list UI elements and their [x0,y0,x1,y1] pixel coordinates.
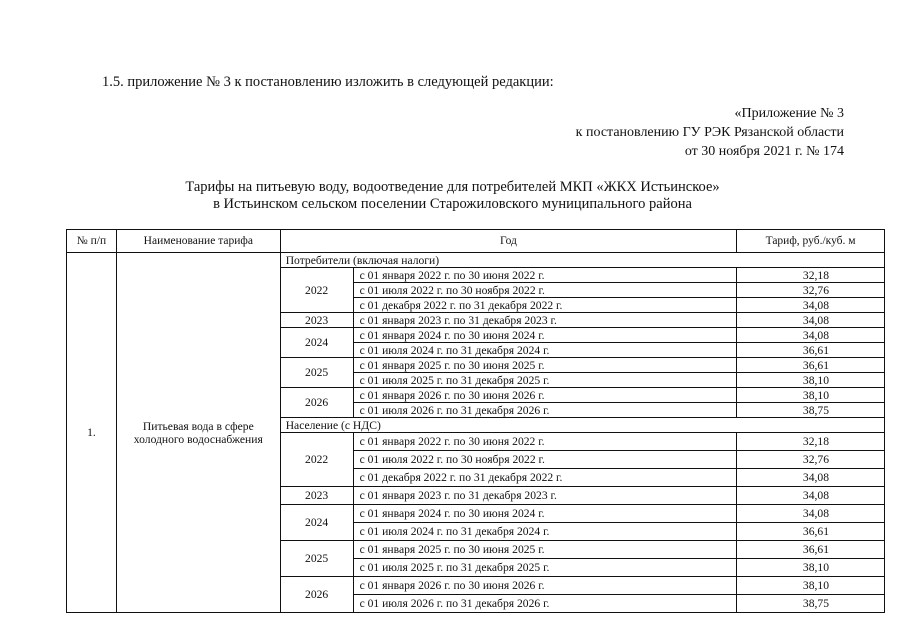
period-cell: с 01 января 2026 г. по 30 июня 2026 г. [353,577,737,595]
period-cell: с 01 июля 2022 г. по 30 ноября 2022 г. [353,451,737,469]
year-cell: 2022 [280,268,353,313]
period-cell: с 01 июля 2024 г. по 31 декабря 2024 г. [353,523,737,541]
tariff-name: Питьевая вода в сфере холодного водоснабжения [116,253,280,613]
tariff-value: 34,08 [737,298,885,313]
document-title-line2: в Истьинском сельском поселении Старожиловского муниципального района [213,196,692,212]
year-cell: 2023 [280,313,353,328]
header-num: № п/п [67,230,117,253]
period-cell: с 01 января 2025 г. по 30 июня 2025 г. [353,541,737,559]
tariff-value: 38,10 [737,559,885,577]
tariff-value: 32,18 [737,433,885,451]
tariff-value: 38,10 [737,577,885,595]
tariff-value: 34,08 [737,487,885,505]
consumer-group-label: Потребители (включая налоги) [280,253,884,268]
period-cell: с 01 января 2022 г. по 30 июня 2022 г. [353,268,737,283]
tariff-value: 34,08 [737,313,885,328]
tariff-value: 38,10 [737,373,885,388]
year-cell: 2024 [280,505,353,541]
tariff-value: 34,08 [737,328,885,343]
year-cell: 2025 [280,358,353,388]
year-cell: 2022 [280,433,353,487]
year-cell: 2023 [280,487,353,505]
period-cell: с 01 января 2025 г. по 30 июня 2025 г. [353,358,737,373]
period-cell: с 01 декабря 2022 г. по 31 декабря 2022 г. [353,298,737,313]
period-cell: с 01 июля 2025 г. по 31 декабря 2025 г. [353,559,737,577]
period-cell: с 01 июля 2024 г. по 31 декабря 2024 г. [353,343,737,358]
tariff-value: 32,76 [737,283,885,298]
appendix-title: «Приложение № 3 [734,106,844,121]
group-row [67,253,885,268]
period-cell: с 01 июля 2022 г. по 30 ноября 2022 г. [353,283,737,298]
tariff-value: 36,61 [737,541,885,559]
consumer-group-label: Население (с НДС) [280,418,884,433]
tariff-table [66,229,885,613]
table-header-row [67,230,885,253]
period-cell: с 01 января 2023 г. по 31 декабря 2023 г. [353,313,737,328]
tariff-value: 38,75 [737,403,885,418]
period-cell: с 01 января 2023 г. по 31 декабря 2023 г. [353,487,737,505]
document-title-line1: Тарифы на питьевую воду, водоотведение для потребителей МКП «ЖКХ Истьинское» [185,179,720,195]
period-cell: с 01 января 2026 г. по 30 июня 2026 г. [353,388,737,403]
appendix-date: от 30 ноября 2021 г. № 174 [684,144,844,159]
table-body [67,253,885,613]
year-cell: 2026 [280,388,353,418]
year-cell: 2024 [280,328,353,358]
period-cell: с 01 января 2022 г. по 30 июня 2022 г. [353,433,737,451]
tariff-value: 36,61 [737,343,885,358]
appendix-reference: к постановлению ГУ РЭК Рязанской области [575,125,844,140]
header-tariff: Тариф, руб./куб. м [737,230,885,253]
tariff-value: 32,76 [737,451,885,469]
period-cell: с 01 июля 2026 г. по 31 декабря 2026 г. [353,595,737,613]
period-cell: с 01 января 2024 г. по 30 июня 2024 г. [353,505,737,523]
year-cell: 2025 [280,541,353,577]
header-year: Год [280,230,736,253]
tariff-value: 34,08 [737,505,885,523]
period-cell: с 01 июля 2026 г. по 31 декабря 2026 г. [353,403,737,418]
tariff-value: 36,61 [737,358,885,373]
period-cell: с 01 января 2024 г. по 30 июня 2024 г. [353,328,737,343]
tariff-value: 38,10 [737,388,885,403]
tariff-value: 36,61 [737,523,885,541]
tariff-value: 32,18 [737,268,885,283]
period-cell: с 01 июля 2025 г. по 31 декабря 2025 г. [353,373,737,388]
period-cell: с 01 декабря 2022 г. по 31 декабря 2022 г. [353,469,737,487]
row-number: 1. [67,253,117,613]
tariff-value: 34,08 [737,469,885,487]
intro-text: 1.5. приложение № 3 к постановлению изложить в следующей редакции: [102,74,554,90]
header-name: Наименование тарифа [116,230,280,253]
tariff-value: 38,75 [737,595,885,613]
year-cell: 2026 [280,577,353,613]
